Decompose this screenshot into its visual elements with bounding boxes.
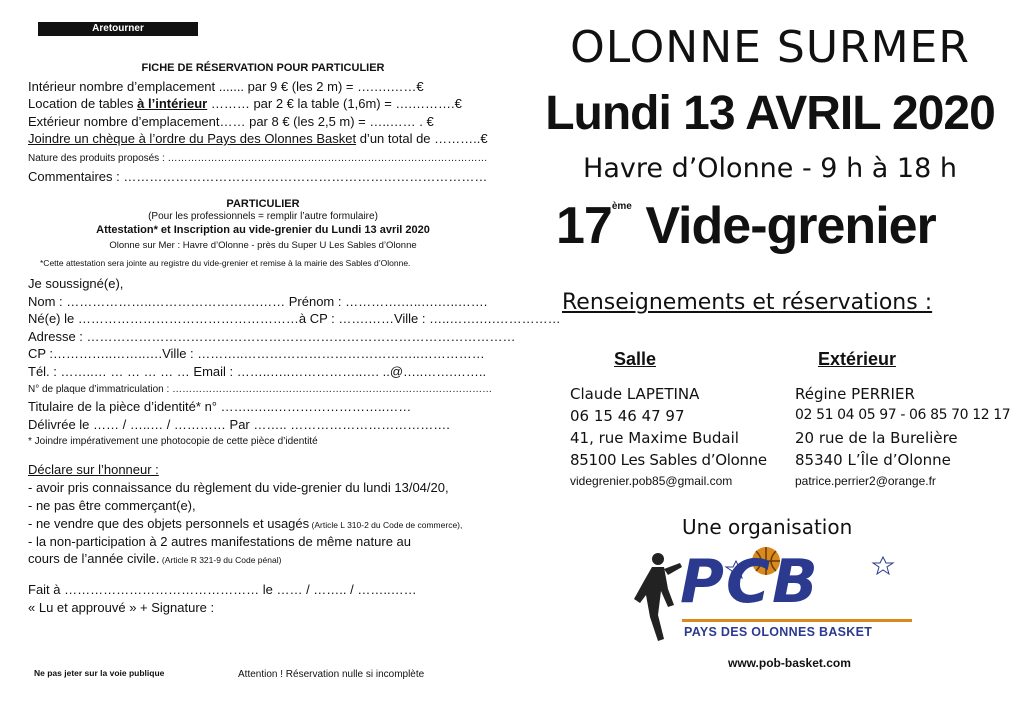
website-link[interactable]: www.pob-basket.com	[728, 656, 851, 670]
event-date: Lundi 13 AVRIL 2020	[545, 87, 995, 140]
declare-line-2: - ne pas être commerçant(e),	[28, 498, 196, 513]
tables-underlined: à l’intérieur	[137, 96, 208, 111]
field-adresse: Adresse : ………………………………………………………………………………………	[28, 329, 516, 344]
field-soussigne: Je soussigné(e),	[28, 276, 124, 291]
exterieur-phone: 02 51 04 05 97 - 06 85 70 12 17	[795, 407, 1011, 423]
declare-title: Déclare sur l’honneur :	[28, 462, 159, 477]
line-interieur: Intérieur nombre d’emplacement ....... par 9 € (les 2 m) = ….….……€	[28, 79, 424, 94]
organisation-label: Une organisation	[682, 515, 853, 539]
line-nature: Nature des produits proposés : ……………………………………………………………………………………	[28, 153, 488, 164]
declare-line-5	[28, 551, 281, 566]
attestation-note: *Cette attestation sera jointe au registre du vide-grenier et remise à la mairie des Sables d’Olonne.	[40, 258, 411, 268]
event-name: Vide-grenier	[645, 197, 936, 255]
declare-line-3	[28, 516, 462, 531]
field-cp: CP :…………..……..….Ville : ………..…………………………………..……………	[28, 346, 485, 361]
field-fait: Fait à ……………………………………… le …… / …….. / ……..……	[28, 582, 417, 597]
info-title: Renseignements et réservations :	[562, 290, 933, 315]
exterieur-name: Régine PERRIER	[795, 385, 915, 403]
declare-l3-main: - ne vendre que des objets personnels et usagés	[28, 516, 310, 531]
salle-street: 41, rue Maxime Budail	[570, 429, 739, 447]
particulier-title: PARTICULIER	[226, 198, 300, 210]
place-time: Havre d’Olonne - 9 h à 18 h	[583, 153, 957, 184]
edition-heading	[556, 196, 936, 256]
salle-phone: 06 15 46 47 97	[570, 407, 685, 425]
logo-letters: PCB	[680, 547, 820, 617]
pob-logo	[628, 545, 908, 655]
exterieur-heading: Extérieur	[818, 349, 897, 369]
line-exterieur: Extérieur nombre d’emplacement…… par 8 € (les 2,5 m) = …..…… . €	[28, 114, 434, 129]
field-tel: Tél. : ……..… … … … … … Email : ……..…..……………..…. ..@…..…….……..	[28, 364, 487, 379]
exterieur-email: patrice.perrier2@orange.fr	[795, 474, 936, 488]
cheque-post: d’un total de ………..€	[356, 131, 488, 146]
logo-swoosh	[682, 619, 912, 622]
town-title: OLONNE SURMER	[570, 22, 970, 73]
exterieur-city: 85340 L’Île d’Olonne	[795, 451, 951, 469]
field-plaque: N° de plaque d’immatriculation : ……………………………………………………………………………………	[28, 384, 493, 395]
footer-left: Ne pas jeter sur la voie publique	[34, 668, 165, 678]
return-label: Aretourner	[38, 22, 198, 36]
logo-text: PAYS DES OLONNES BASKET	[684, 625, 873, 639]
footer-right: Attention ! Réservation nulle si incomplète	[238, 669, 425, 680]
salle-name: Claude LAPETINA	[570, 385, 700, 403]
field-ne: Né(e) le ……………………………………………à CP : …….……Ville : …..…….….……………	[28, 311, 561, 326]
form-title: FICHE DE RÉSERVATION POUR PARTICULIER	[141, 62, 385, 74]
line-cheque	[28, 131, 488, 146]
exterieur-street: 20 rue de la Burelière	[795, 429, 958, 447]
field-delivree: Délivrée le …… / …..… / ………… Par …….. ……………………………….	[28, 417, 450, 432]
declare-l3-small: (Article L 310-2 du Code de commerce),	[309, 520, 463, 530]
tables-pre: Location de tables	[28, 96, 138, 111]
line-commentaires: Commentaires : …………………………………………………………………………	[28, 169, 488, 184]
pro-note: (Pour les professionnels = remplir l’autre formulaire)	[148, 211, 378, 222]
line-tables	[28, 96, 462, 111]
salle-heading: Salle	[614, 349, 657, 369]
salle-city: 85100 Les Sables d’Olonne	[570, 451, 767, 469]
declare-line-4: - la non-participation à 2 autres manifestations de même nature au	[28, 534, 411, 549]
edition-number: 17	[556, 197, 612, 255]
declare-l5-main: cours de l’année civile.	[28, 551, 160, 566]
tables-post: ……… par 2 € la table (1,6m) = ….……….€	[207, 96, 462, 111]
field-signature: « Lu et approuvé » + Signature :	[28, 600, 215, 615]
field-joindre: * Joindre impérativement une photocopie de cette pièce d’identité	[28, 436, 318, 447]
field-titulaire: Titulaire de la pièce d’identité* n° ……..…..……………………..……	[28, 399, 412, 414]
attestation-title: Attestation* et Inscription au vide-grenier du Lundi 13 avril 2020	[96, 224, 430, 236]
event-location: Olonne sur Mer : Havre d’Olonne - près du Super U Les Sables d’Olonne	[109, 240, 417, 251]
field-nom: Nom : ………………..…………………….…… Prénom : ………….…..….…..…….	[28, 294, 488, 309]
declare-line-1: - avoir pris connaissance du règlement du vide-grenier du lundi 13/04/20,	[28, 480, 449, 495]
cheque-underlined: Joindre un chèque à l’ordre du Pays des Olonnes Basket	[28, 131, 357, 146]
edition-superscript: ème	[611, 201, 632, 212]
declare-l5-small: (Article R 321-9 du Code pénal)	[159, 555, 282, 565]
salle-email: videgrenier.pob85@gmail.com	[570, 474, 733, 488]
